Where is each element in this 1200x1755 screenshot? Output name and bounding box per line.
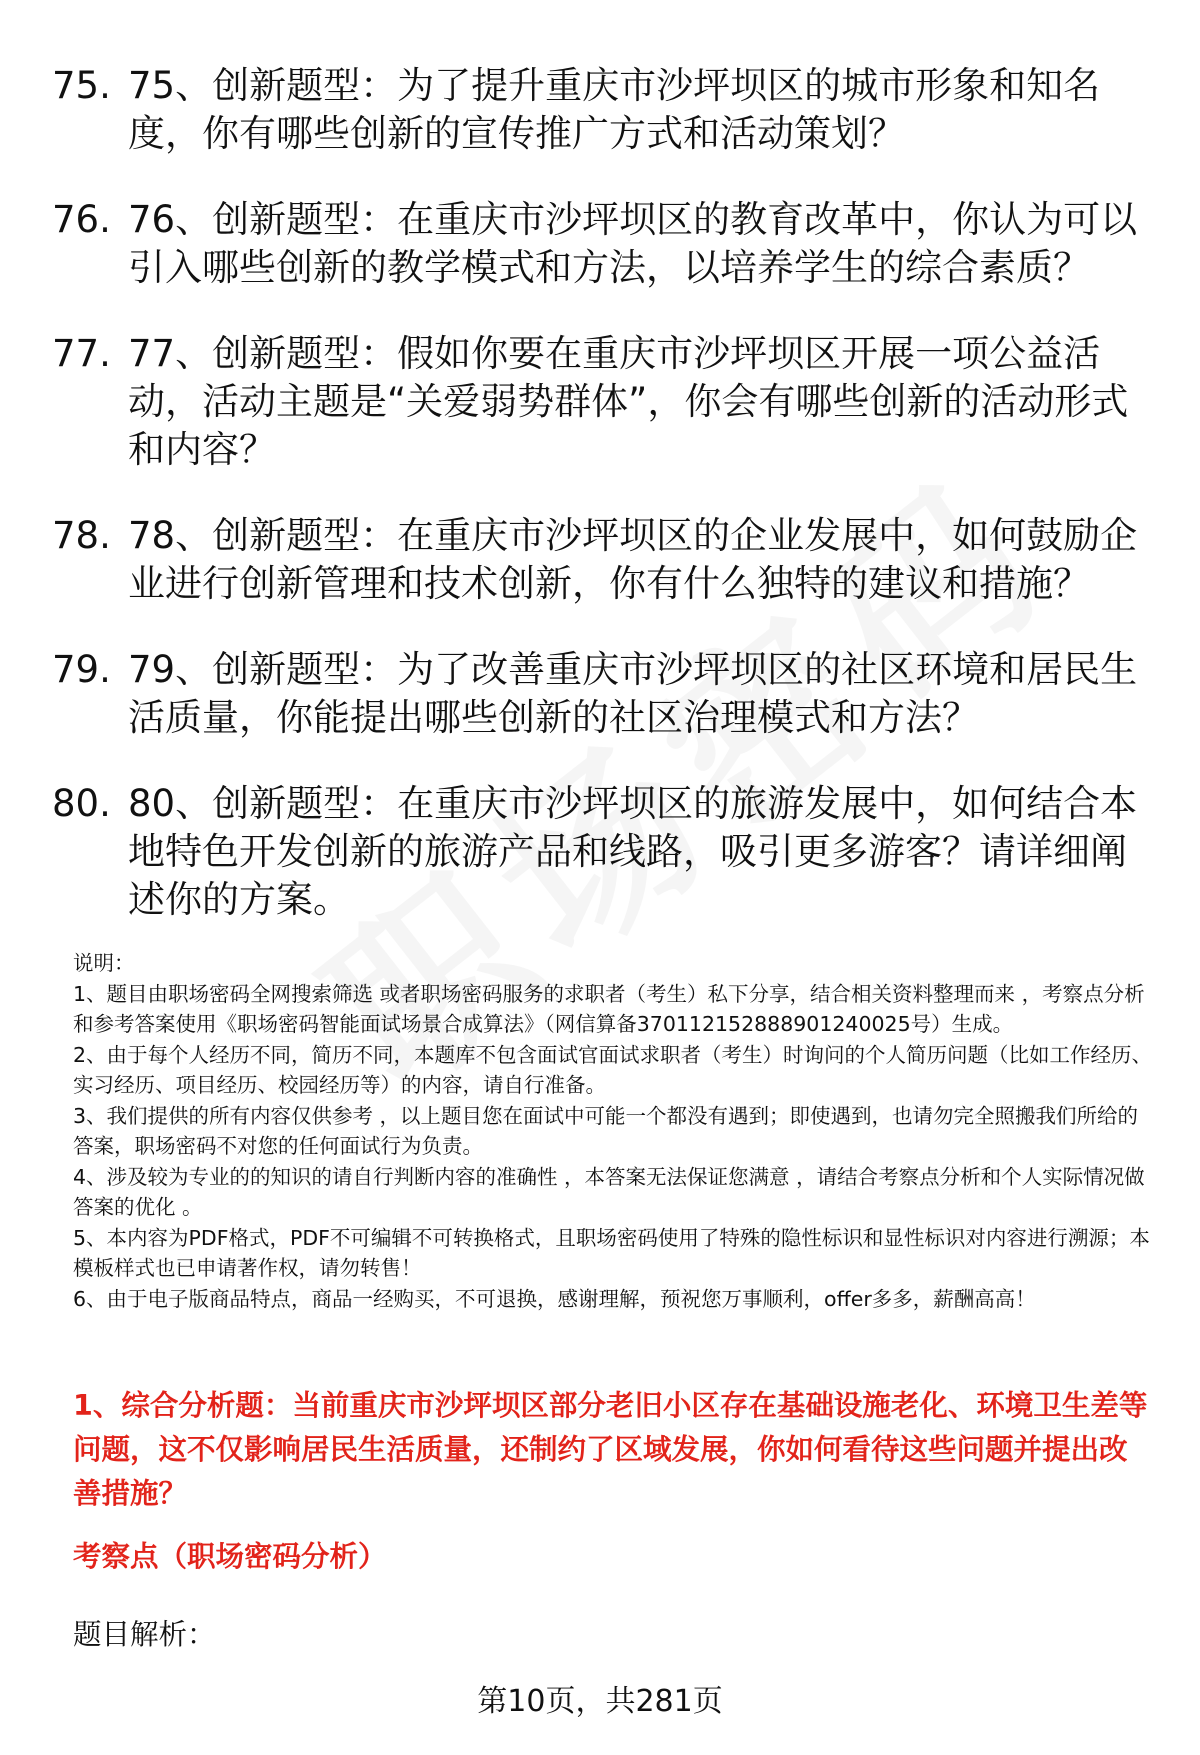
analysis-label: 题目解析：: [73, 1618, 216, 1651]
question-number: 80.: [52, 782, 111, 825]
question-item: [0, 646, 1200, 742]
question-text: 80、创新题型：在重庆市沙坪坝区的旅游发展中，如何结合本地特色开发创新的旅游产品和线路，吸引更多游客？请详细阐述你的方案。: [128, 782, 1138, 921]
note-item: 3、我们提供的所有内容仅供参考 ，以上题目您在面试中可能一个都没有遇到；即使遇到，也请勿完全照搬我们所给的答案，职场密码不对您的任何面试行为负责。: [73, 1103, 1139, 1158]
note-item: 4、涉及较为专业的的知识的请自行判断内容的准确性 ，本答案无法保证您满意 ，请结合考察点分析和个人实际情况做答案的优化 。: [73, 1164, 1145, 1219]
featured-question: 1、综合分析题：当前重庆市沙坪坝区部分老旧小区存在基础设施老化、环境卫生差等问题，这不仅影响居民生活质量，还制约了区域发展，你如何看待这些问题并提出改善措施？: [73, 1389, 1148, 1510]
question-number: 77.: [52, 332, 111, 375]
question-number: 76.: [52, 198, 111, 241]
notes-title: 说明：: [73, 951, 135, 975]
note-item: 6、由于电子版商品特点，商品一经购买，不可退换，感谢理解，预祝您万事顺利，offer多多，薪酬高高！: [73, 1286, 1036, 1311]
note-item: 5、本内容为PDF格式，PDF不可编辑不可转换格式，且职场密码使用了特殊的隐性标识和显性标识对内容进行溯源；本模板样式也已申请著作权，请勿转售！: [73, 1225, 1150, 1280]
question-text: 77、创新题型：假如你要在重庆市沙坪坝区开展一项公益活动，活动主题是“关爱弱势群体”，你会有哪些创新的活动形式和内容？: [128, 332, 1129, 471]
question-text: 79、创新题型：为了改善重庆市沙坪坝区的社区环境和居民生活质量，你能提出哪些创新的社区治理模式和方法？: [128, 648, 1138, 739]
question-number: 79.: [52, 648, 111, 691]
question-text: 76、创新题型：在重庆市沙坪坝区的教育改革中，你认为可以引入哪些创新的教学模式和方法，以培养学生的综合素质？: [128, 198, 1138, 289]
question-text: 75、创新题型：为了提升重庆市沙坪坝区的城市形象和知名度，你有哪些创新的宣传推广方式和活动策划？: [128, 64, 1101, 155]
page-footer: 第10页，共281页: [477, 1684, 723, 1719]
question-list: [0, 62, 1200, 962]
question-item: [0, 780, 1200, 924]
note-item: 2、由于每个人经历不同，简历不同，本题库不包含面试官面试求职者（考生）时询问的个人简历问题（比如工作经历、实习经历、项目经历、校园经历等）的内容，请自行准备。: [73, 1042, 1153, 1097]
question-number: 78.: [52, 514, 111, 557]
question-item: [0, 512, 1200, 608]
kaocha-heading: 考察点（职场密码分析）: [73, 1540, 387, 1573]
notes-section: [73, 948, 1153, 1314]
question-text: 78、创新题型：在重庆市沙坪坝区的企业发展中，如何鼓励企业进行创新管理和技术创新，你有什么独特的建议和措施？: [128, 514, 1138, 605]
note-item: 1、题目由职场密码全网搜索筛选 或者职场密码服务的求职者（考生）私下分享，结合相关资料整理而来 ，考察点分析和参考答案使用《职场密码智能面试场景合成算法》（网信算备370112152888901240025号）生成。: [73, 981, 1145, 1036]
question-item: [0, 196, 1200, 292]
question-number: 75.: [52, 64, 111, 107]
question-item: [0, 330, 1200, 474]
question-item: [0, 62, 1200, 158]
